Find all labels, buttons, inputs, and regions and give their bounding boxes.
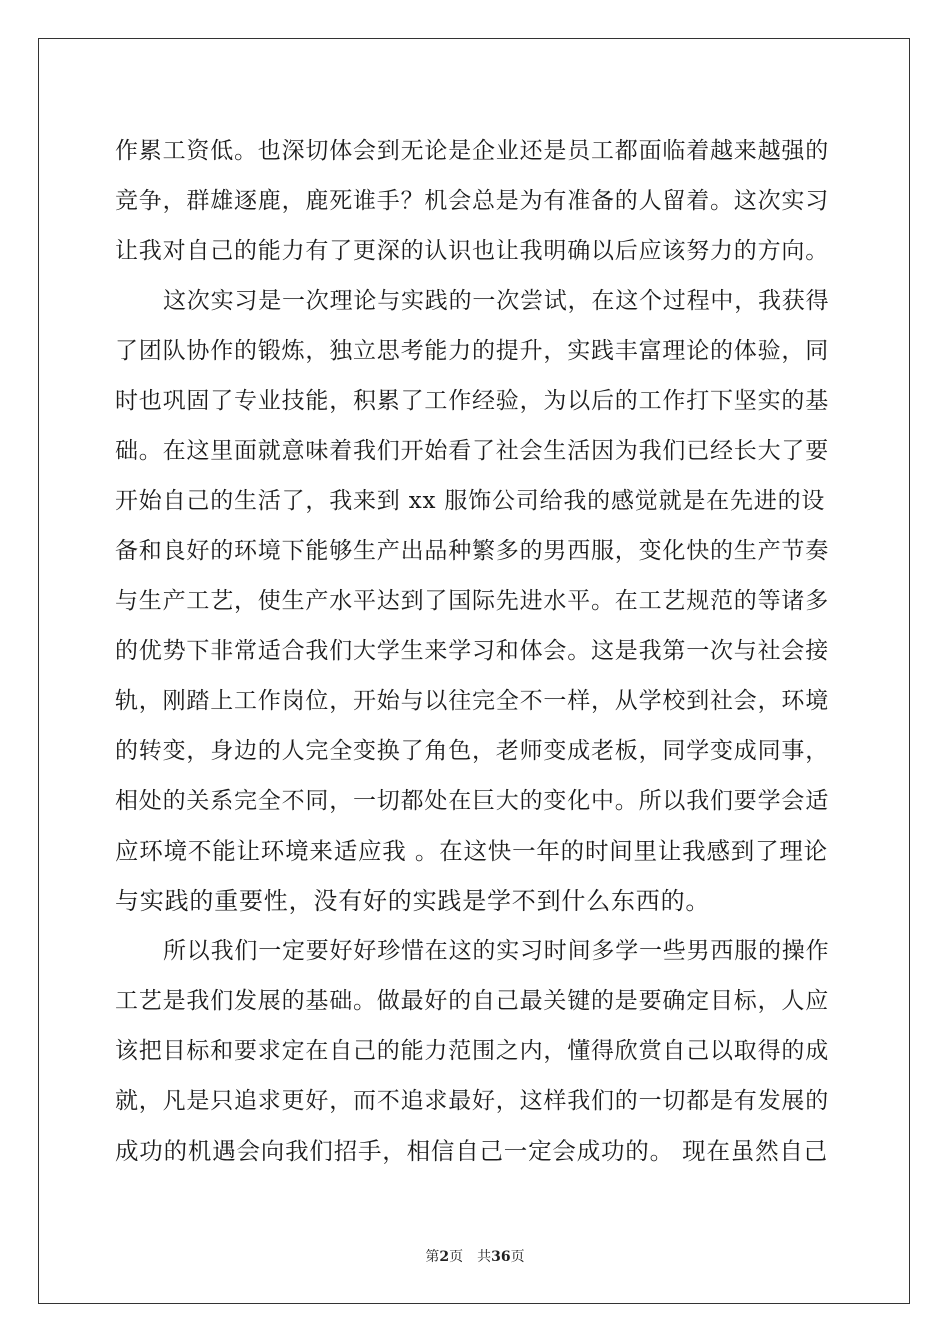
text-line: 成功的机遇会向我们招手，相信自己一定会成功的。 现在虽然自己	[115, 1137, 828, 1165]
text-line: 备和良好的环境下能够生产出品种繁多的男西服，变化快的生产节奏	[115, 538, 829, 564]
page-prefix: 第	[425, 1249, 440, 1265]
total-prefix: 共	[477, 1249, 492, 1265]
text-line: 所以我们一定要好好珍惜在这的实习时间多学一些男西服的操作	[163, 938, 830, 964]
text-line: 工艺是我们发展的基础。做最好的自己最关键的是要确定目标，人应	[115, 988, 829, 1014]
text-line: 轨，刚踏上工作岗位，开始与以往完全不一样，从学校到社会，环境	[115, 688, 829, 714]
text-line: 应环境不能让环境来适应我 。在这快一年的时间里让我感到了理论	[115, 837, 828, 865]
text-line: 与实践的重要性，没有好的实践是学不到什么东西的。	[115, 887, 711, 915]
text-line: 就，凡是只追求更好，而不追求最好，这样我们的一切都是有发展的	[115, 1088, 829, 1114]
total-suffix: 页	[510, 1249, 525, 1265]
text-line: 该把目标和要求定在自己的能力范围之内，懂得欣赏自己以取得的成	[115, 1038, 829, 1064]
text-line: 竞争，群雄逐鹿，鹿死谁手？机会总是为有准备的人留着。这次实习	[115, 188, 829, 214]
text-line: 这次实习是一次理论与实践的一次尝试，在这个过程中，我获得	[163, 288, 830, 314]
text-line: 开始自己的生活了，我来到 xx 服饰公司给我的感觉就是在先进的设	[115, 488, 826, 514]
text-line: 的优势下非常适合我们大学生来学习和体会。这是我第一次与社会接	[115, 638, 829, 664]
page-suffix: 页	[449, 1249, 464, 1265]
text-line: 时也巩固了专业技能，积累了工作经验，为以后的工作打下坚实的基	[115, 388, 829, 414]
text-line: 了团队协作的锻炼，独立思考能力的提升，实践丰富理论的体验，同	[115, 338, 829, 364]
text-line: 与生产工艺，使生产水平达到了国际先进水平。在工艺规范的等诸多	[115, 588, 829, 614]
text-line: 相处的关系完全不同，一切都处在巨大的变化中。所以我们要学会适	[115, 788, 829, 814]
total-pages: 36	[491, 1249, 511, 1265]
text-line: 让我对自己的能力有了更深的认识也让我明确以后应该努力的方向。	[115, 238, 829, 264]
text-line: 作累工资低。也深切体会到无论是企业还是员工都面临着越来越强的	[115, 138, 829, 164]
page-number: 2	[439, 1249, 450, 1265]
text-line: 础。在这里面就意味着我们开始看了社会生活因为我们已经长大了要	[115, 438, 829, 464]
document-body	[115, 126, 835, 1176]
text-line: 的转变，身边的人完全变换了角色，老师变成老板，同学变成同事，	[115, 738, 829, 764]
page-footer	[0, 1246, 950, 1266]
